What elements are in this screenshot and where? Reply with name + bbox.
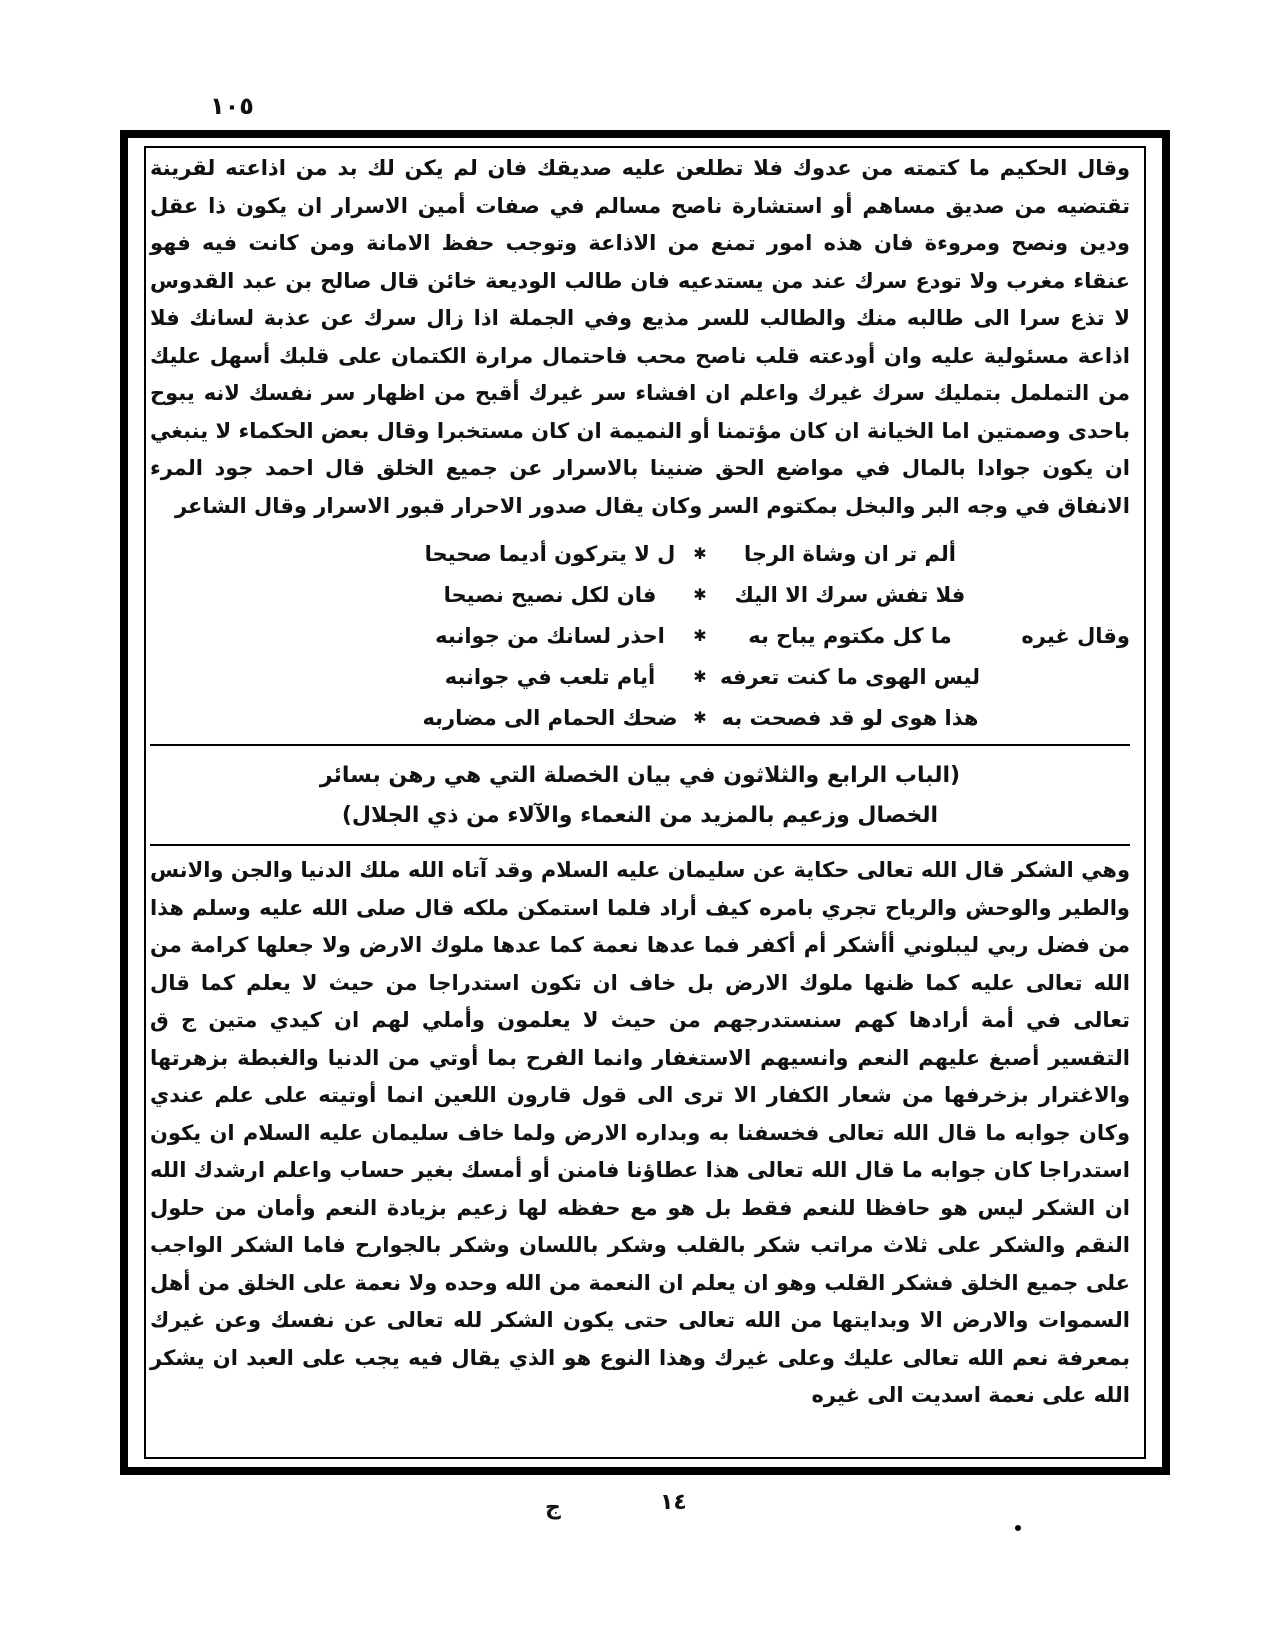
divider-bottom	[150, 844, 1130, 846]
verse-hemistich-second: ل لا يتركون أديما صحيحا	[424, 541, 676, 566]
chapter-heading-line: (الباب الرابع والثلاثون في بيان الخصلة التي هي رهن بسائر	[319, 763, 961, 788]
verse-hemistich-first: فلا تفش سرك الا اليك	[734, 582, 966, 607]
verse-row	[150, 533, 1130, 574]
verse-hemistich-first: ليس الهوى ما كنت تعرفه	[720, 664, 980, 689]
verse-row	[150, 697, 1130, 738]
divider-top	[150, 744, 1130, 746]
verse-row	[150, 574, 1130, 615]
chapter-heading	[150, 752, 1130, 838]
verse-hemistich-first: ما كل مكتوم يباح به	[748, 623, 952, 648]
verse-hemistich-second: فان لكل نصيح نصيحا	[443, 582, 657, 607]
verse-separator-star: ✱	[693, 667, 707, 686]
footer-number: ١٤	[660, 1490, 687, 1515]
verse-hemistich-first: ألم تر ان وشاة الرجا	[743, 541, 957, 566]
paragraph-secrets: وقال الحكيم ما كتمته من عدوك فلا تطلعن عليه صديقك فان لم يكن لك بد من اذاعته لقرينة تقتضيه من صديق مساهم أو استشارة ناصح مسالم في صفات أمين الاسرار ان يكون ذا عقل ودين ونصح ومروءة فان هذه امور تمنع من الاذاعة وتوجب حفظ الامانة ومن كانت فيه فهو عنقاء مغرب ولا تودع سرك عند من يستدعيه فان طالب الوديعة خائن قال صالح بن عبد القدوس لا تذع سرا الى طالبه منك والطالب للسر مذيع وفي الجملة اذا زال سرك عن عذبة لسانك فلا اذاعة مسئولية عليه وان أودعته قلب ناصح محب فاحتمال مرارة الكتمان على قلبك أسهل عليك من التململ بتمليك سرك غيرك واعلم ان افشاء سر غيرك أقبح من اظهار سر نفسك لانه يبوح باحدى وصمتين اما الخيانة ان كان مؤتمنا أو النميمة ان كان مستخبرا وقال بعض الحكماء لا ينبغي ان يكون جوادا بالمال في مواضع الحق ضنينا بالاسرار عن جميع الخلق قال احمد جود المرء الانفاق في وجه البر والبخل بمكتوم السر وكان يقال صدور الاحرار قبور الاسرار وقال الشاعر	[150, 156, 1130, 518]
verse-hemistich-second: احذر لسانك من جوانبه	[435, 623, 665, 648]
verse-intro: وقال غيره	[1021, 623, 1130, 648]
chapter-heading-line: الخصال وزعيم بالمزيد من النعماء والآلاء من ذي الجلال)	[341, 803, 939, 828]
verse-row	[150, 656, 1130, 697]
verse-separator-star: ✱	[693, 626, 707, 645]
verse-separator-star: ✱	[693, 708, 707, 727]
verse-hemistich-second: ضحك الحمام الى مضاربه	[422, 705, 678, 730]
verse-row	[150, 615, 1130, 656]
paragraph-gratitude: وهي الشكر قال الله تعالى حكاية عن سليمان عليه السلام وقد آتاه الله ملك الدنيا والجن والانس والطير والوحش والرياح تجري بامره كيف أراد فلما استمكن ملكه قال صلى الله عليه وسلم هذا من فضل ربي ليبلوني أأشكر أم أكفر فما عدها نعمة كما عدها ملوك الارض ولا جعلها كرامة من الله تعالى عليه كما ظنها ملوك الارض بل خاف ان تكون استدراجا من حيث لا يعلم كما قال تعالى في أمة أرادها كهم سنستدرجهم من حيث لا يعلمون وأملي لهم ان كيدي متين ج ق التقسير أصبغ عليهم النعم وانسيهم الاستغفار وانما الفرح بما أوتي من الدنيا والغبطة بزهرتها والاغترار بزخرفها من شعار الكفار الا ترى الى قول قارون اللعين انما أوتيته على علم عندي وكان جوابه ما قال الله تعالى فخسفنا به وبداره الارض ولما خاف سليمان عليه السلام ان يكون استدراجا كان جوابه ما قال الله تعالى هذا عطاؤنا فامنن أو أمسك بغير حساب واعلم ارشدك الله ان الشكر ليس هو حافظا للنعم فقط بل هو مع حفظه لها زعيم بزيادة النعم وأمان من حلول النقم والشكر على ثلاث مراتب شكر بالقلب وشكر باللسان وشكر بالجوارح فاما الشكر الواجب على جميع الخلق فشكر القلب وهو ان يعلم ان النعمة من الله وحده ولا نعمة على الخلق من أهل السموات والارض الا وبدايتها من الله تعالى حتى يكون الشكر لله تعالى عن نفسك وعن غيرك بمعرفة نعم الله تعالى عليك وعلى غيرك وهذا النوع هو الذي يقال فيه يجب على العبد ان يشكر الله على نعمة اسديت الى غيره	[150, 858, 1130, 1407]
footer-signature: ج	[545, 1495, 561, 1520]
footer-dot	[1015, 1525, 1021, 1531]
page-content	[150, 150, 1130, 1415]
verse-separator-star: ✱	[693, 585, 707, 604]
verse-hemistich-first: هذا هوى لو قد فصحت به	[721, 705, 979, 730]
poem	[150, 533, 1130, 738]
verse-hemistich-second: أيام تلعب في جوانبه	[444, 664, 656, 689]
page-number: ١٠٥	[210, 92, 254, 120]
verse-separator-star: ✱	[693, 544, 707, 563]
